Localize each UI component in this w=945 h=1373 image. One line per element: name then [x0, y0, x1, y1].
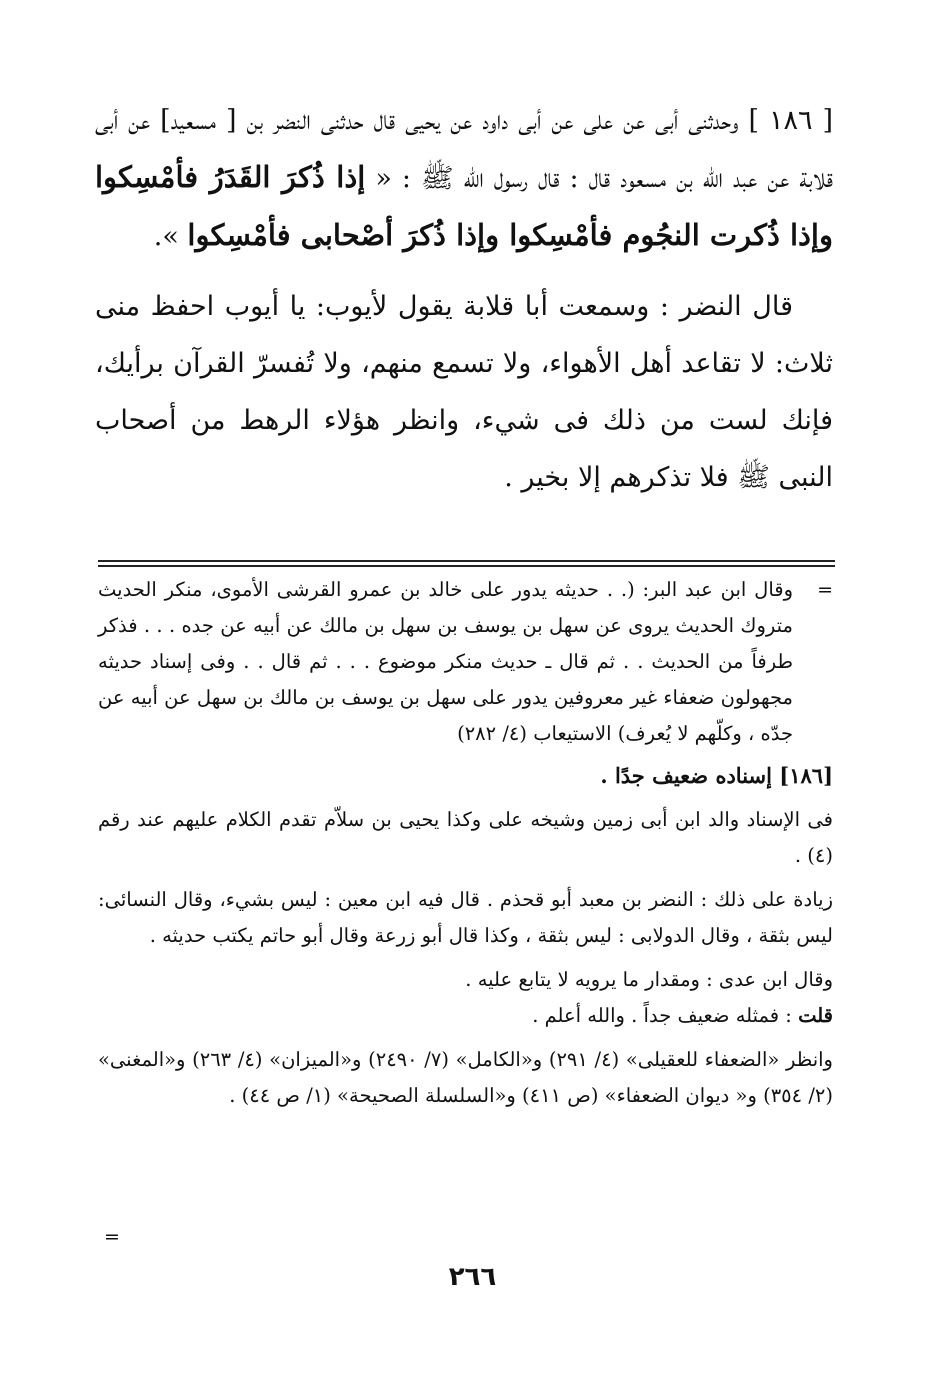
qultu-label: قلت	[798, 1004, 833, 1027]
nadr-statement: قال النضر : وسمعت أبا قلابة يقول لأيوب: يا أيوب احفظ منى ثلاث: لا تقاعد أهل الأهواء، ولا تسمع منهم، ولا تُفسرّ القرآن برأيك، فإنك لست من ذلك فى شيء، وانظر هؤلاء الرهط من أصحاب النبى ﷺ فلا تذكرهم إلا بخير .	[95, 291, 833, 493]
continuation-marker: =	[817, 579, 833, 601]
hadith-186	[95, 92, 833, 265]
footnote-end-marker: =	[104, 1226, 120, 1248]
footnote-separator	[98, 560, 835, 567]
continuation-text: وقال ابن عبد البر: (. . حديثه يدور على خالد بن عمرو القرشى الأموى، منكر الحديث متروك الحديث يروى عن سهل بن يوسف بن سهل بن مالك عن أبيه عن جده . . . فذكر طرفاً من الحديث . . ثم قال ـ حديث منكر موضوع . . . ثم قال . . وفى إسناد حديثه مجهولون ضعفاء غير معروفين يدور على سهل بن يوسف بن مالك بن سهل عن أبيه عن جدّه ، وكلّهم لا يُعرف) الاستيعاب (٤/ ٢٨٢)	[98, 578, 793, 745]
footnotes	[98, 572, 833, 1114]
footnote-186-para-1: فى الإسناد والد ابن أبى زمين وشيخه على وكذا يحيى بن سلاّم تقدم الكلام عليهم عند رقم (٤) .	[98, 808, 833, 867]
hadith-matn: إذا ذُكرَ القَدَرُ فأمْسِكوا وإذا ذُكرت النجُوم فأمْسِكوا وإذا ذُكرَ أصْحابى فأمْسِكوا	[95, 160, 833, 252]
footnote-186-para-3: وقال ابن عدى : ومقدار ما يرويه لا يتابع عليه .	[465, 968, 833, 991]
footnote-186-para-4	[98, 998, 833, 1034]
footnote-186-para-5: وانظر «الضعفاء للعقيلى» (٤/ ٢٩١) و«الكامل» (٧/ ٢٤٩٠) و«الميزان» (٤/ ٢٦٣) و«المغنى» (٢/ ٣٥٤) و« ديوان الضعفاء» (ص ٤١١) و«السلسلة الصحيحة» (١/ ص ٤٤) .	[98, 1048, 833, 1107]
hadith-close: ».	[153, 221, 188, 252]
footnote-186-heading: [١٨٦] إسناده ضعيف جدًا .	[600, 763, 833, 788]
page-number: ٢٦٦	[448, 1262, 497, 1292]
main-text	[95, 92, 833, 506]
hadith-intro: [ ١٨٦ ] وحدثنى أبى عن على عن أبى داود عن يحيى قال حدثنى النضر بن [ مسعيد] عن أبى قلابة عن عبد الله بن مسعود قال : قال رسول الله ﷺ : «	[95, 105, 833, 194]
footnote-186-para-2: زيادة على ذلك : النضر بن معبد أبو قحذم . قال فيه ابن معين : ليس بشيء، وقال النسائى: ليس بثقة ، وقال الدولابى : ليس بثقة ، وكذا قال أبو زرعة وقال أبو حاتم يكتب حديثه .	[98, 888, 833, 947]
qultu-text: : فمثله ضعيف جداً . والله أعلم .	[532, 1004, 792, 1027]
footnote-continuation	[98, 572, 833, 752]
